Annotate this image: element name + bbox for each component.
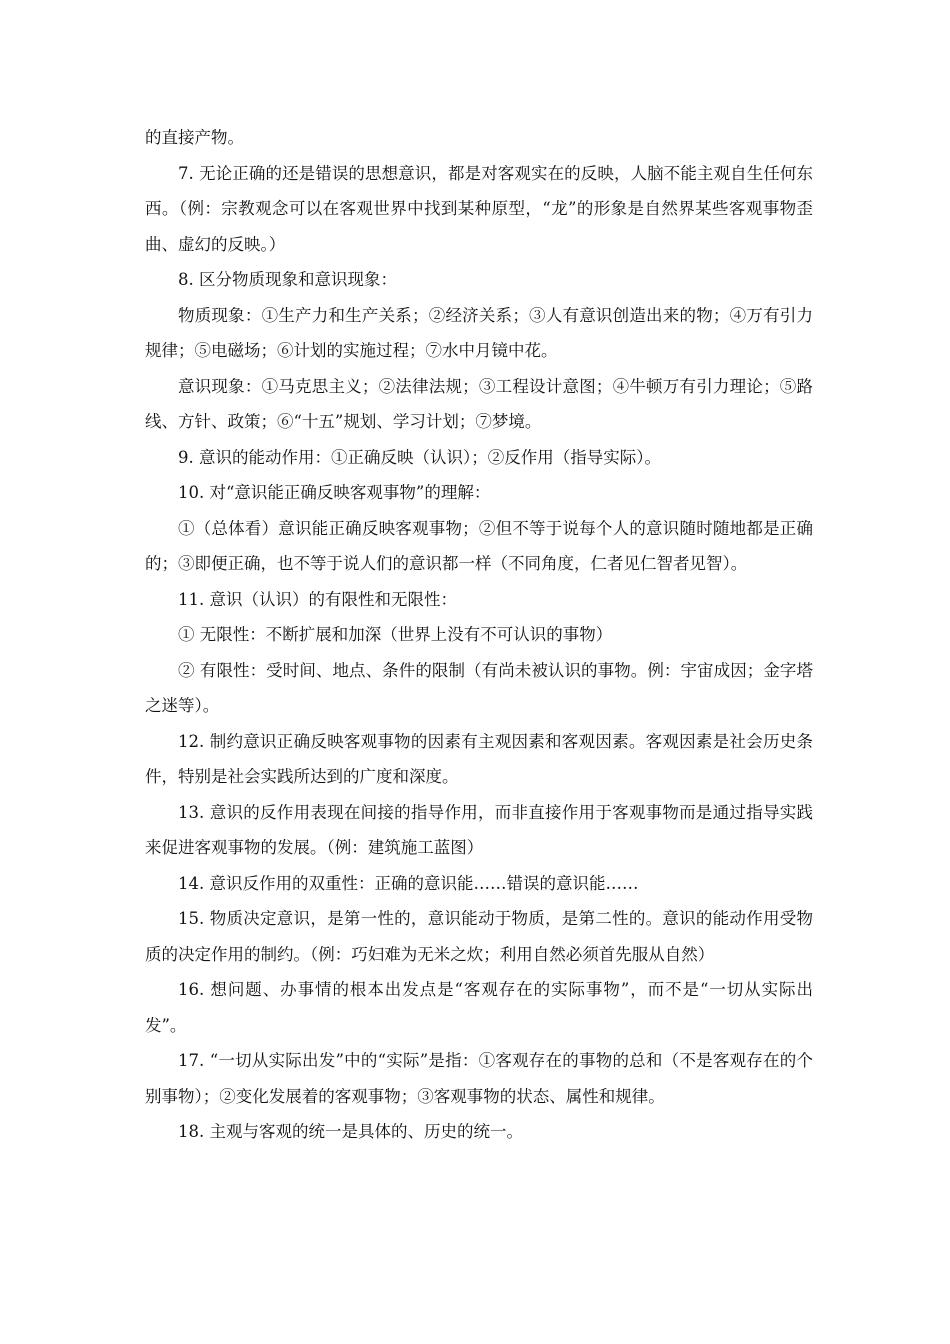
paragraph-item-18: 18. 主观与客观的统一是具体的、历史的统一。 bbox=[178, 1122, 523, 1141]
paragraph-item-13: 13. 意识的反作用表现在间接的指导作用，而非直接作用于客观事物而是通过指导实践来促进客观事物的发展。（例：建筑施工蓝图） bbox=[145, 802, 813, 857]
paragraph-item-10: 10. 对“意识能正确反映客观事物”的理解： bbox=[178, 483, 491, 502]
paragraph-item-8: 8. 区分物质现象和意识现象： bbox=[178, 270, 397, 289]
paragraph-item-15: 15. 物质决定意识，是第一性的，意识能动于物质，是第二性的。意识的能动作用受物质的决定作用的制约。（例：巧妇难为无米之炊；利用自然必须首先服从自然） bbox=[145, 909, 813, 964]
paragraph-item-9: 9. 意识的能动作用：①正确反映（认识）；②反作用（指导实际）。 bbox=[178, 447, 661, 467]
paragraph-item-16: 16. 想问题、办事情的根本出发点是“客观存在的实际事物”，而不是“一切从实际出发”。 bbox=[145, 980, 813, 1035]
paragraph-item-10-detail: ①（总体看）意识能正确反映客观事物；②但不等于说每个人的意识随时随地都是正确的；③即便正确，也不等于说人们的意识都一样（不同角度，仁者见仁智者见智）。 bbox=[145, 518, 813, 573]
paragraph-infinite: ① 无限性：不断扩展和加深（世界上没有不可认识的事物） bbox=[178, 625, 613, 644]
paragraph-item-12: 12. 制约意识正确反映客观事物的因素有主观因素和客观因素。客观因素是社会历史条件，特别是社会实践所达到的广度和深度。 bbox=[145, 731, 813, 786]
paragraph-finite: ② 有限性：受时间、地点、条件的限制（有尚未被认识的事物。例：宇宙成因；金字塔之迷等）。 bbox=[145, 660, 813, 715]
paragraph-item-17: 17. “一切从实际出发”中的“实际”是指：①客观存在的事物的总和（不是客观存在的个别事物）；②变化发展着的客观事物；③客观事物的状态、属性和规律。 bbox=[145, 1051, 813, 1106]
paragraph-item-14: 14. 意识反作用的双重性：正确的意识能……错误的意识能…… bbox=[178, 873, 639, 893]
document-page bbox=[145, 120, 813, 1150]
paragraph-material-phenomena: 物质现象：①生产力和生产关系；②经济关系；③人有意识创造出来的物；④万有引力规律；⑤电磁场；⑥计划的实施过程；⑦水中月镜中花。 bbox=[145, 305, 813, 360]
paragraph-continuation: 的直接产物。 bbox=[145, 128, 244, 147]
paragraph-item-11: 11. 意识（认识）的有限性和无限性： bbox=[178, 589, 457, 609]
paragraph-consciousness-phenomena: 意识现象：①马克思主义；②法律法规；③工程设计意图；④牛顿万有引力理论；⑤路线、方针、政策；⑥“十五”规划、学习计划；⑦梦境。 bbox=[145, 376, 813, 431]
paragraph-item-7: 7. 无论正确的还是错误的思想意识，都是对客观实在的反映，人脑不能主观自生任何东西。（例：宗教观念可以在客观世界中找到某种原型，“龙”的形象是自然界某些客观事物歪曲、虚幻的反映。） bbox=[145, 163, 813, 254]
